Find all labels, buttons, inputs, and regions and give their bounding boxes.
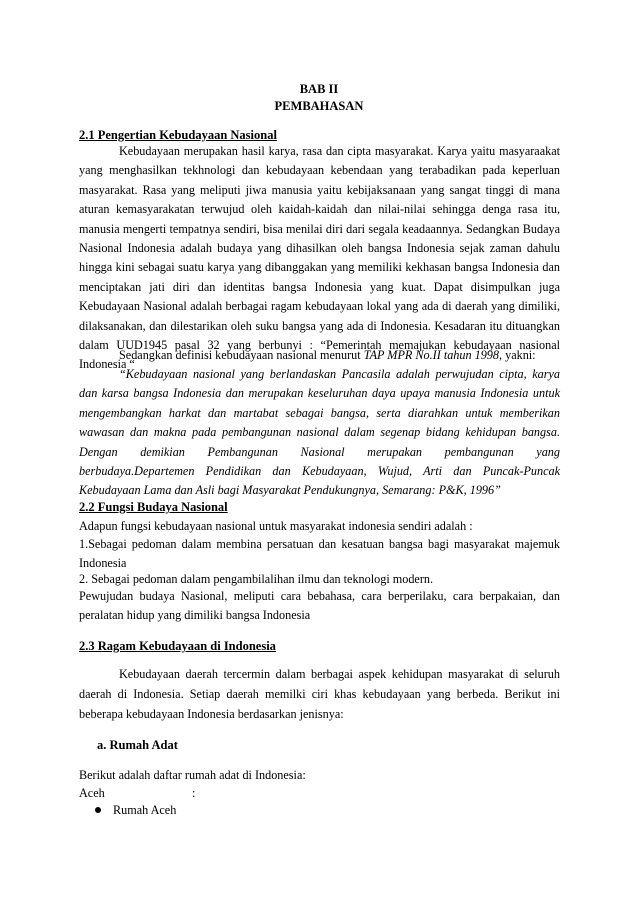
definition-suffix: , yakni: [499,348,536,362]
bullet-icon [95,807,101,813]
section-2-1-heading: 2.1 Pengertian Kebudayaan Nasional [79,128,277,142]
section-2-1-paragraph: Kebudayaan merupakan hasil karya, rasa dan cipta masyarakat. Karya yaitu masyaraakat yang menghasilkan tekhnologi dan kebudayaan kebendaan yang terabadikan pada keperluan masyarakat. Rasa yang meliputi jiwa manusia yaitu kebijaksanaan yang sangat tinggi di mana aturan kemasyarakatan terwujud oleh kaidah-kaidah dan nilai-nilai sehingga denga rasa itu, manusia mengerti tempatnya sendiri, bisa menilai diri dari segala keadaannya. Sedangkan Budaya Nasional Indonesia adalah budaya yang dihasilkan oleh bangsa Indonesia sejak zaman dahulu hingga kini sebagai suatu karya yang dibanggakan yang memiliki kekhasan bangsa Indonesia dan menciptakan jati diri dan identitas bangsa Indonesia yang kuat. Dapat disimpulkan juga Kebudayaan Nasional adalah berbagai ragam kebudayaan lokal yang ada di daerah yang dimiliki, dilaksanakan, dan dilestarikan oleh suku bangsa yang ada di Indonesia. Kesadaran itu dituangkan dalam UUD1945 pasal 32 yang berbunyi : “Pemerintah memajukan kebudayaan nasional Indonesia “ [79,144,560,372]
function-item-3: Pewujudan budaya Nasional, meliputi cara bebahasa, cara berperilaku, cara berpakaian, dan peralatan hidup yang dimiliki bangsa Indonesia [79,589,560,622]
section-2-3-heading: 2.3 Ragam Kebudayaan di Indonesia [79,639,276,653]
section-2-3-paragraph: Kebudayaan daerah tercermin dalam berbagai aspek kehidupan masyarakat di seluruh daerah di Indonesia. Setiap daerah memilki ciri khas kebudayaan yang berbeda. Berikut ini beberapa kebudayaan Indonesia berdasarkan jenisnya: [79,667,560,721]
rumah-adat-list-intro: Berikut adalah daftar rumah adat di Indonesia: [79,768,306,782]
definition-reference: TAP MPR No.II tahun 1998 [363,348,499,362]
subsection-a-heading: a. Rumah Adat [97,738,178,752]
region-label: Aceh [79,786,105,800]
section-2-2-heading: 2.2 Fungsi Budaya Nasional [79,500,228,514]
function-item-1: 1.Sebagai pedoman dalam membina persatuan dan kesatuan bangsa bagi masyarakat majemuk Indonesia [79,537,560,570]
section-2-1-quote: “Kebudayaan nasional yang berlandaskan Pancasila adalah perwujudan cipta, karya dan karsa bangsa Indonesia dan merupakan keseluruhan daya upaya manusia Indonesia untuk mengembangkan harkat dan martabat sebagai bangsa, serta diarahkan untuk memberikan wawasan dan makna pada pembangunan nasional dalam segenap bidang kehidupan bangsa. Dengan demikian Pembangunan Nasional merupakan pembangunan yang berbudaya.Departemen Pendidikan dan Kebudayaan, Wujud, Arti dan Puncak-Puncak Kebudayaan Lama dan Asli bagi Masyarakat Pendukungnya, Semarang: P&K, 1996” [79,367,560,498]
section-2-2-intro: Adapun fungsi kebudayaan nasional untuk masyarakat indonesia sendiri adalah : [79,519,473,533]
list-item [95,803,176,818]
definition-prefix: Sedangkan definisi kebudayaan nasional menurut [119,348,361,362]
list-item-label: Rumah Aceh [113,803,177,817]
region-colon: : [192,786,196,800]
function-item-2: 2. Sebagai pedoman dalam pengambilalihan ilmu dan teknologi modern. [79,572,434,586]
section-2-1-definition-intro [79,346,560,365]
chapter-title: PEMBAHASAN [274,99,364,113]
chapter-number: BAB II [299,82,339,96]
